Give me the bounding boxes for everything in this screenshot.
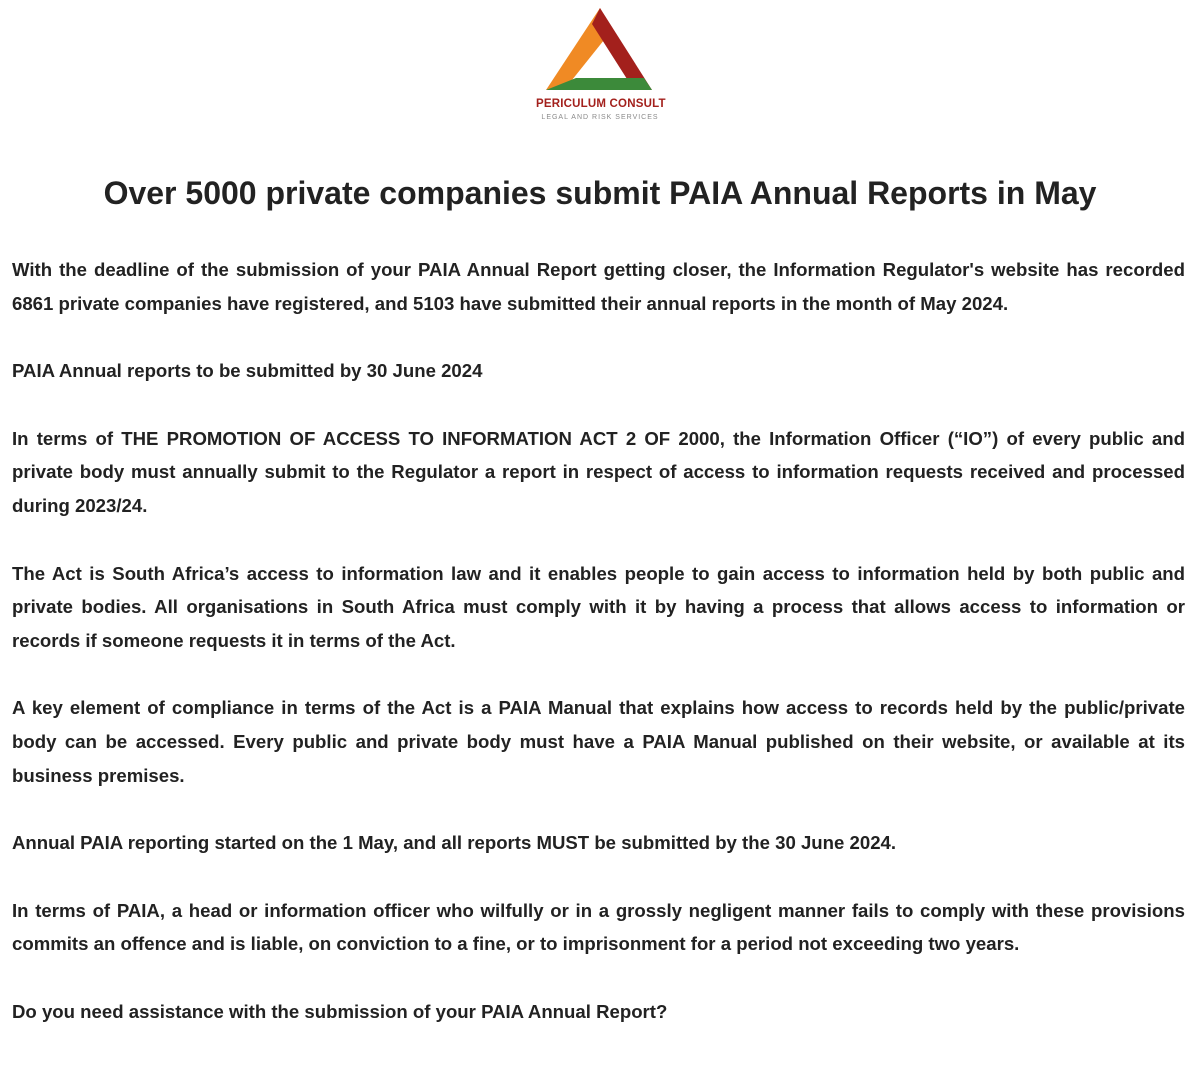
paragraph-assistance-question: Do you need assistance with the submission of your PAIA Annual Report? (12, 1000, 668, 1022)
article-body (12, 253, 1185, 1029)
paragraph-legal-requirement: In terms of THE PROMOTION OF ACCESS TO INFORMATION ACT 2 OF 2000, the Information Officer (“IO”) of every public and private body must annually submit to the Regulator a report in respect of access to information requests received and processed during 2023/24. (12, 427, 1185, 516)
paragraph-paia-manual: A key element of compliance in terms of the Act is a PAIA Manual that explains how access to records held by the public/private body can be accessed. Every public and private body must have a PAIA Manual published on their website, or available at its business premises. (12, 697, 1185, 786)
paragraph-submission-date: PAIA Annual reports to be submitted by 30 June 2024 (12, 360, 483, 382)
paragraph-reporting-period: Annual PAIA reporting started on the 1 May, and all reports MUST be submitted by the 30 June 2024. (12, 832, 897, 854)
logo-tagline: LEGAL AND RISK SERVICES (541, 114, 659, 121)
article-title: Over 5000 private companies submit PAIA Annual Reports in May (103, 175, 1097, 211)
triangle-logo-icon (536, 6, 664, 98)
paragraph-penalties: In terms of PAIA, a head or information officer who wilfully or in a grossly negligent manner fails to comply with these provisions commits an offence and is liable, on conviction to a fine, or to imprisonment for a period not exceeding two years. (12, 899, 1185, 955)
paragraph-deadline-stats: With the deadline of the submission of your PAIA Annual Report getting closer, the Information Regulator's website has recorded 6861 private companies have registered, and 5103 have submitted their annual reports in the month of May 2024. (12, 259, 1185, 314)
logo-company-name: PERICULUM CONSULT (536, 98, 666, 110)
company-logo (536, 6, 664, 124)
paragraph-act-description: The Act is South Africa’s access to information law and it enables people to gain access to information held by both public and private bodies. All organisations in South Africa must comply with it by having a process that allows access to information or records if someone requests it in terms of the Act. (12, 562, 1185, 651)
